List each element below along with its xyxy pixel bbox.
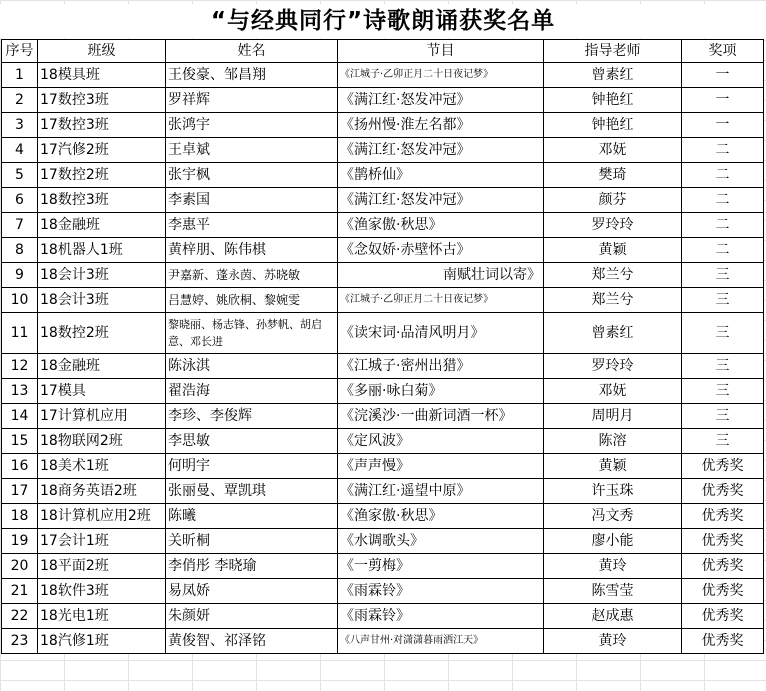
cell-index[interactable]: 23 [2, 629, 38, 654]
cell-teacher[interactable]: 罗玲玲 [544, 354, 682, 379]
header-teacher[interactable]: 指导老师 [544, 40, 682, 63]
cell-index[interactable]: 1 [2, 63, 38, 88]
cell-award[interactable]: 优秀奖 [682, 529, 764, 554]
cell-teacher[interactable]: 冯文秀 [544, 504, 682, 529]
cell-names[interactable]: 张丽曼、覃凯琪 [166, 479, 338, 504]
cell-index[interactable]: 16 [2, 454, 38, 479]
cell-index[interactable]: 21 [2, 579, 38, 604]
cell-teacher[interactable]: 郑兰兮 [544, 288, 682, 313]
cell-index[interactable]: 22 [2, 604, 38, 629]
cell-program[interactable]: 《江城子·乙卯正月二十日夜记梦》 [338, 63, 544, 88]
table-header [2, 40, 764, 63]
cell-teacher[interactable]: 钟艳红 [544, 113, 682, 138]
cell-index[interactable]: 5 [2, 163, 38, 188]
cell-program[interactable]: 《多丽·咏白菊》 [338, 379, 544, 404]
cell-names[interactable]: 关昕桐 [166, 529, 338, 554]
cell-teacher[interactable]: 赵成惠 [544, 604, 682, 629]
cell-names[interactable]: 易凤娇 [166, 579, 338, 604]
cell-names[interactable]: 罗祥辉 [166, 88, 338, 113]
table-row [2, 454, 764, 479]
cell-program[interactable]: 《满江红·遥望中原》 [338, 479, 544, 504]
table-row [2, 188, 764, 213]
cell-class[interactable]: 18数控3班 [38, 188, 166, 213]
cell-class[interactable]: 18会计3班 [38, 288, 166, 313]
cell-program[interactable]: 《扬州慢·淮左名都》 [338, 113, 544, 138]
header-idx[interactable]: 序号 [2, 40, 38, 63]
table-row [2, 263, 764, 288]
cell-class[interactable]: 17会计1班 [38, 529, 166, 554]
table-row [2, 429, 764, 454]
cell-index[interactable]: 11 [2, 313, 38, 354]
table-row [2, 163, 764, 188]
cell-teacher[interactable]: 钟艳红 [544, 88, 682, 113]
cell-program[interactable]: 南赋壮词以寄》 [338, 263, 544, 288]
cell-award[interactable]: 二 [682, 188, 764, 213]
cell-program[interactable]: 《雨霖铃》 [338, 604, 544, 629]
cell-program[interactable]: 《念奴娇·赤壁怀古》 [338, 238, 544, 263]
table-row [2, 213, 764, 238]
sheet-title: “与经典同行”诗歌朗诵获奖名单 [0, 4, 766, 38]
cell-names[interactable]: 陈泳淇 [166, 354, 338, 379]
cell-index[interactable]: 17 [2, 479, 38, 504]
table-row [2, 554, 764, 579]
table-row [2, 138, 764, 163]
cell-award[interactable]: 优秀奖 [682, 604, 764, 629]
cell-index[interactable]: 15 [2, 429, 38, 454]
cell-award[interactable]: 三 [682, 379, 764, 404]
cell-names[interactable]: 何明宇 [166, 454, 338, 479]
cell-award[interactable]: 优秀奖 [682, 629, 764, 654]
table-row [2, 313, 764, 354]
cell-program[interactable]: 《声声慢》 [338, 454, 544, 479]
cell-award[interactable]: 二 [682, 138, 764, 163]
cell-teacher[interactable]: 黄玲 [544, 629, 682, 654]
cell-index[interactable]: 3 [2, 113, 38, 138]
table-row [2, 479, 764, 504]
cell-names[interactable]: 李珍、李俊辉 [166, 404, 338, 429]
cell-class[interactable]: 17数控2班 [38, 163, 166, 188]
table-row [2, 288, 764, 313]
cell-teacher[interactable]: 郑兰兮 [544, 263, 682, 288]
cell-award[interactable]: 二 [682, 163, 764, 188]
cell-award[interactable]: 三 [682, 313, 764, 354]
cell-teacher[interactable]: 曾素红 [544, 313, 682, 354]
cell-program[interactable]: 《水调歌头》 [338, 529, 544, 554]
cell-program[interactable]: 《鹊桥仙》 [338, 163, 544, 188]
cell-program[interactable]: 《江城子·密州出猎》 [338, 354, 544, 379]
table-row [2, 113, 764, 138]
cell-teacher[interactable]: 邓妩 [544, 379, 682, 404]
awards-table [1, 39, 764, 654]
cell-award[interactable]: 优秀奖 [682, 579, 764, 604]
cell-class[interactable]: 18平面2班 [38, 554, 166, 579]
header-row [2, 40, 764, 63]
cell-program[interactable]: 《渔家傲·秋思》 [338, 504, 544, 529]
cell-teacher[interactable]: 罗玲玲 [544, 213, 682, 238]
cell-class[interactable]: 17数控3班 [38, 113, 166, 138]
cell-program[interactable]: 《江城子·乙卯正月二十日夜记梦》 [338, 288, 544, 313]
cell-program[interactable]: 《雨霖铃》 [338, 579, 544, 604]
cell-class[interactable]: 18汽修1班 [38, 629, 166, 654]
cell-names[interactable]: 李俏彤 李晓瑜 [166, 554, 338, 579]
cell-program[interactable]: 《满江红·怒发冲冠》 [338, 88, 544, 113]
cell-teacher[interactable]: 邓妩 [544, 138, 682, 163]
cell-names[interactable]: 张鸿宇 [166, 113, 338, 138]
cell-names[interactable]: 陈曦 [166, 504, 338, 529]
cell-award[interactable]: 二 [682, 238, 764, 263]
cell-index[interactable]: 8 [2, 238, 38, 263]
table-body [2, 63, 764, 654]
cell-teacher[interactable]: 黄颖 [544, 454, 682, 479]
cell-class[interactable]: 17数控3班 [38, 88, 166, 113]
cell-index[interactable]: 6 [2, 188, 38, 213]
cell-program[interactable]: 《渔家傲·秋思》 [338, 213, 544, 238]
cell-teacher[interactable]: 周明月 [544, 404, 682, 429]
table-row [2, 629, 764, 654]
cell-award[interactable]: 二 [682, 213, 764, 238]
cell-class[interactable]: 18软件3班 [38, 579, 166, 604]
cell-award[interactable]: 优秀奖 [682, 479, 764, 504]
cell-award[interactable]: 三 [682, 354, 764, 379]
cell-award[interactable]: 三 [682, 288, 764, 313]
cell-teacher[interactable]: 颜芬 [544, 188, 682, 213]
cell-class[interactable]: 18计算机应用2班 [38, 504, 166, 529]
table-row [2, 238, 764, 263]
cell-program[interactable]: 《定风波》 [338, 429, 544, 454]
cell-index[interactable]: 14 [2, 404, 38, 429]
cell-class[interactable]: 17计算机应用 [38, 404, 166, 429]
cell-index[interactable]: 12 [2, 354, 38, 379]
cell-names[interactable]: 李惠平 [166, 213, 338, 238]
cell-program[interactable]: 《一剪梅》 [338, 554, 544, 579]
cell-index[interactable]: 18 [2, 504, 38, 529]
cell-names[interactable]: 黄俊智、祁泽铭 [166, 629, 338, 654]
cell-names[interactable]: 吕慧婷、姚欣桐、黎婉雯 [166, 288, 338, 313]
cell-index[interactable]: 19 [2, 529, 38, 554]
cell-class[interactable]: 18光电1班 [38, 604, 166, 629]
cell-class[interactable]: 18金融班 [38, 213, 166, 238]
cell-award[interactable]: 一 [682, 113, 764, 138]
table-row [2, 63, 764, 88]
cell-names[interactable]: 翟浩海 [166, 379, 338, 404]
cell-names[interactable]: 王俊豪、邹昌翔 [166, 63, 338, 88]
cell-teacher[interactable]: 陈雪莹 [544, 579, 682, 604]
cell-index[interactable]: 4 [2, 138, 38, 163]
cell-index[interactable]: 10 [2, 288, 38, 313]
cell-index[interactable]: 2 [2, 88, 38, 113]
table-row [2, 379, 764, 404]
cell-names[interactable]: 尹嘉新、蓬永茵、苏晓敏 [166, 263, 338, 288]
table-row [2, 604, 764, 629]
cell-names[interactable]: 朱颜妍 [166, 604, 338, 629]
header-program[interactable]: 节目 [338, 40, 544, 63]
cell-index[interactable]: 7 [2, 213, 38, 238]
cell-index[interactable]: 13 [2, 379, 38, 404]
header-class[interactable]: 班级 [38, 40, 166, 63]
cell-index[interactable]: 9 [2, 263, 38, 288]
cell-program[interactable]: 《满江红·怒发冲冠》 [338, 188, 544, 213]
header-award[interactable]: 奖项 [682, 40, 764, 63]
cell-award[interactable]: 三 [682, 429, 764, 454]
cell-award[interactable]: 优秀奖 [682, 554, 764, 579]
cell-program[interactable]: 《八声甘州·对潇潇暮雨洒江天》 [338, 629, 544, 654]
cell-teacher[interactable]: 曾素红 [544, 63, 682, 88]
cell-class[interactable]: 18模具班 [38, 63, 166, 88]
cell-class[interactable]: 18商务英语2班 [38, 479, 166, 504]
cell-teacher[interactable]: 廖小能 [544, 529, 682, 554]
cell-teacher[interactable]: 黄颖 [544, 238, 682, 263]
cell-award[interactable]: 一 [682, 88, 764, 113]
cell-class[interactable]: 18机器人1班 [38, 238, 166, 263]
cell-class[interactable]: 18数控2班 [38, 313, 166, 354]
cell-award[interactable]: 优秀奖 [682, 504, 764, 529]
cell-class[interactable]: 18会计3班 [38, 263, 166, 288]
cell-teacher[interactable]: 黄玲 [544, 554, 682, 579]
cell-names[interactable]: 张宇枫 [166, 163, 338, 188]
table-row [2, 504, 764, 529]
table-row [2, 579, 764, 604]
cell-award[interactable]: 一 [682, 63, 764, 88]
cell-teacher[interactable]: 樊琦 [544, 163, 682, 188]
cell-index[interactable]: 20 [2, 554, 38, 579]
cell-award[interactable]: 三 [682, 263, 764, 288]
cell-program[interactable]: 《浣溪沙·一曲新词酒一杯》 [338, 404, 544, 429]
cell-names[interactable]: 黎晓丽、杨志锋、孙梦帆、胡启意、邓长进 [166, 313, 338, 354]
cell-class[interactable]: 17汽修2班 [38, 138, 166, 163]
cell-class[interactable]: 18物联网2班 [38, 429, 166, 454]
table-row [2, 88, 764, 113]
table-row [2, 404, 764, 429]
header-names[interactable]: 姓名 [166, 40, 338, 63]
cell-names[interactable]: 李思敏 [166, 429, 338, 454]
cell-teacher[interactable]: 陈溶 [544, 429, 682, 454]
cell-class[interactable]: 18美术1班 [38, 454, 166, 479]
cell-program[interactable]: 《读宋词·品清风明月》 [338, 313, 544, 354]
cell-names[interactable]: 王卓斌 [166, 138, 338, 163]
cell-program[interactable]: 《满江红·怒发冲冠》 [338, 138, 544, 163]
cell-class[interactable]: 18金融班 [38, 354, 166, 379]
cell-award[interactable]: 优秀奖 [682, 454, 764, 479]
cell-names[interactable]: 黄梓朋、陈伟棋 [166, 238, 338, 263]
cell-award[interactable]: 三 [682, 404, 764, 429]
table-row [2, 354, 764, 379]
cell-class[interactable]: 17模具 [38, 379, 166, 404]
cell-teacher[interactable]: 许玉珠 [544, 479, 682, 504]
table-row [2, 529, 764, 554]
cell-names[interactable]: 李素国 [166, 188, 338, 213]
